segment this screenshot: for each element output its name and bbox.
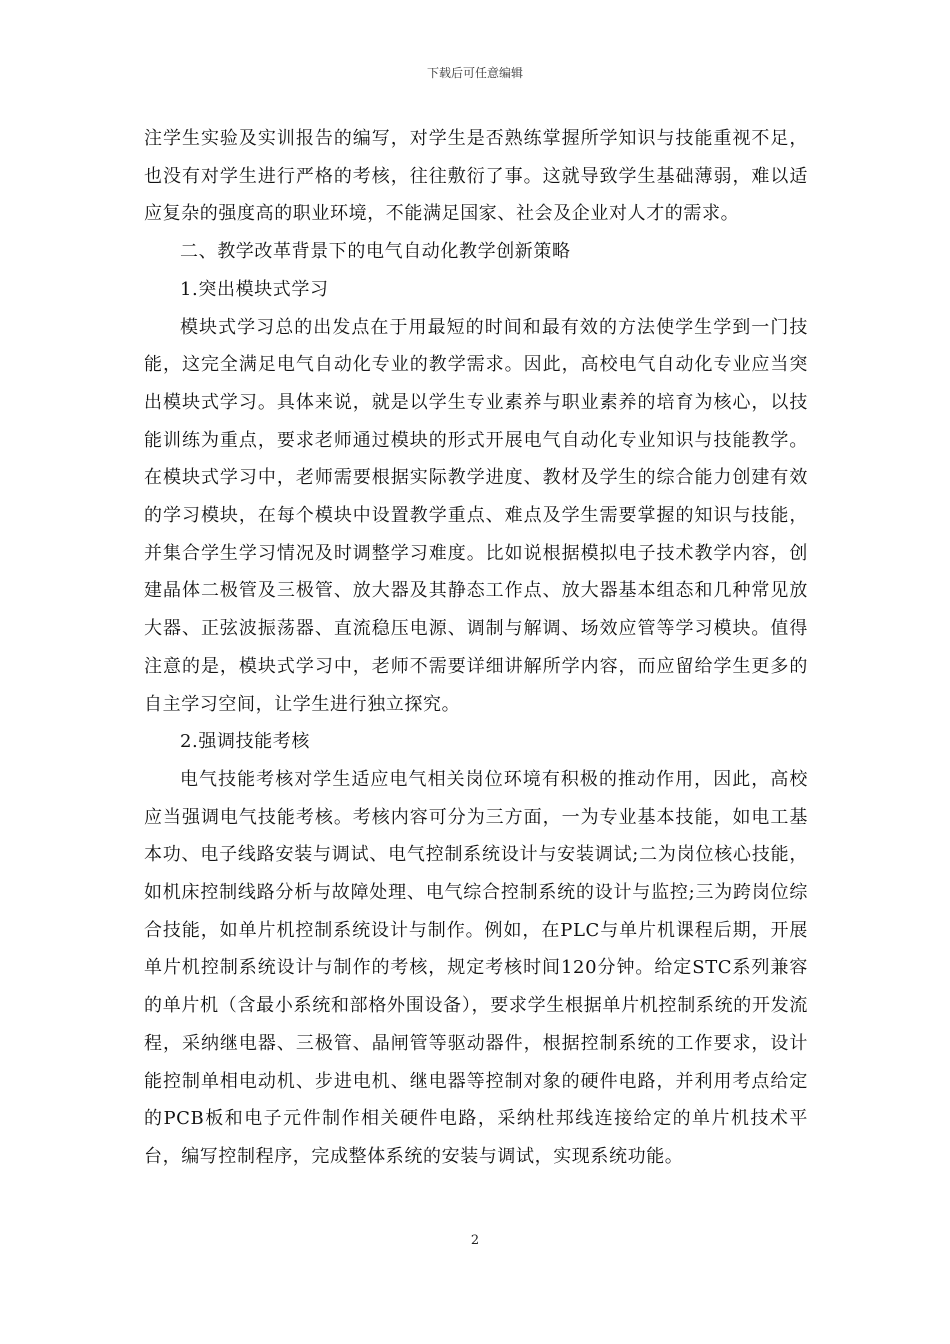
- page-header: 下载后可任意编辑: [426, 66, 523, 80]
- body-text: [144, 120, 808, 1176]
- paragraph-modular-learning: 模块式学习总的出发点在于用最短的时间和最有效的方法使学生学到一门技能，这完全满足电气自动化专业的教学需求。因此，高校电气自动化专业应当突出模块式学习。具体来说，就是以学生专业素养与职业素养的培育为核心，以技能训练为重点，要求老师通过模块的形式开展电气自动化专业知识与技能教学。在模块式学习中，老师需要根据实际教学进度、教材及学生的综合能力创建有效的学习模块，在每个模块中设置教学重点、难点及学生需要掌握的知识与技能，并集合学生学习情况及时调整学习难度。比如说根据模拟电子技术教学内容，创建晶体二极管及三极管、放大器及其静态工作点、放大器基本组态和几种常见放大器、正弦波振荡器、直流稳压电源、调制与解调、场效应管等学习模块。值得注意的是，模块式学习中，老师不需要详细讲解所学内容，而应留给学生更多的自主学习空间，让学生进行独立探究。: [144, 316, 808, 715]
- page-number: 2: [470, 1233, 480, 1248]
- paragraph-skill-assessment: 电气技能考核对学生适应电气相关岗位环境有积极的推动作用，因此，高校应当强调电气技能考核。考核内容可分为三方面，一为专业基本技能，如电工基本功、电子线路安装与调试、电气控制系统设计与安装调试;二为岗位核心技能，如机床控制线路分析与故障处理、电气综合控制系统的设计与监控;三为跨岗位综合技能，如单片机控制系统设计与制作。例如，在PLC与单片机课程后期，开展单片机控制系统设计与制作的考核，规定考核时间120分钟。给定STC系列兼容的单片机（含最小系统和部格外围设备），要求学生根据单片机控制系统的开发流程，采纳继电器、三极管、晶闸管等驱动器件，根据控制系统的工作要求，设计能控制单相电动机、步进电机、继电器等控制对象的硬件电路，并利用考点给定的PCB板和电子元件制作相关硬件电路，采纳杜邦线连接给定的单片机技术平台，编写控制程序，完成整体系统的安装与调试，实现系统功能。: [144, 768, 808, 1167]
- subheading-1: 1.突出模块式学习: [180, 278, 329, 300]
- subheading-2: 2.强调技能考核: [180, 731, 310, 753]
- paragraph-continuation: 注学生实验及实训报告的编写，对学生是否熟练掌握所学知识与技能重视不足，也没有对学生进行严格的考核，往往敷衍了事。这就导致学生基础薄弱，难以适应复杂的强度高的职业环境，不能满足国家、社会及企业对人才的需求。: [144, 128, 808, 225]
- section-heading: 二、教学改革背景下的电气自动化教学创新策略: [180, 241, 571, 263]
